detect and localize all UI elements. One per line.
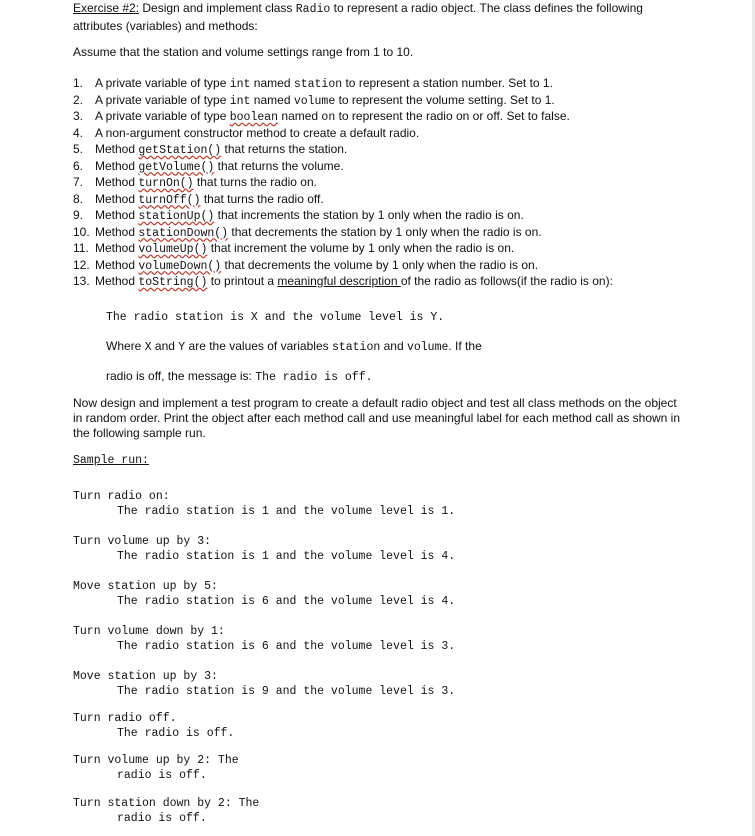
requirements-list [73, 75, 613, 290]
sample-run-block: Turn volume down by 1: The radio station is 6 and the volume level is 3. [73, 625, 456, 653]
sample-run-block: Turn station down by 2: The radio is off. [73, 797, 260, 825]
list-item: 5. Method getStation() that returns the station. [73, 142, 348, 157]
intro-text: Design and implement class [139, 1, 296, 15]
assumption-text: Assume that the station and volume settings range from 1 to 10. [73, 45, 414, 59]
list-item: 13. Method toString() to printout a meaningful description of the radio as follows(if the radio is on): [73, 274, 613, 289]
sample-run-label: Sample run: [73, 454, 149, 467]
intro-text-2: to represent a radio object. The class defines the following attributes (variables) and methods: [73, 1, 643, 33]
tostring-format: The radio station is X and the volume level is Y. [106, 311, 445, 324]
class-name: Radio [295, 3, 331, 16]
list-item: 1. A private variable of type int named station to represent a station number. Set to 1. [73, 76, 553, 91]
sample-run-block: Turn volume up by 2: The radio is off. [73, 754, 239, 782]
list-item: 9. Method stationUp() that increments the station by 1 only when the radio is on. [73, 208, 524, 223]
list-item: 10. Method stationDown() that decrements the station by 1 only when the radio is on. [73, 224, 542, 240]
list-item: 8. Method turnOff() that turns the radio off. [73, 191, 324, 207]
list-item: 4. A non-argument constructor method to create a default radio. [73, 125, 420, 140]
list-item: 2. A private variable of type int named volume to represent the volume setting. Set to 1. [73, 92, 555, 108]
test-program-paragraph: Now design and implement a test program to create a default radio object and test all class methods on the object in random order. Print the object after each method call and use meaningful label for each method call as shown in the following sample run. [73, 396, 681, 440]
list-item: 11. Method volumeUp() that increment the volume by 1 only when the radio is on. [73, 241, 515, 256]
sample-run-block: Turn radio off. The radio is off. [73, 712, 235, 740]
where-text: Where X and Y are the values of variables station and volume. If the [106, 339, 482, 354]
list-item: 7. Method turnOn() that turns the radio on. [73, 175, 317, 190]
sample-run-block: Move station up by 3: The radio station is 9 and the volume level is 3. [73, 670, 456, 698]
sample-run-block: Turn volume up by 3: The radio station is 1 and the volume level is 4. [73, 535, 456, 563]
list-item: 6. Method getVolume() that returns the volume. [73, 158, 344, 174]
sample-run-block: Move station up by 5: The radio station is 6 and the volume level is 4. [73, 580, 456, 608]
list-item: 12. Method volumeDown() that decrements the volume by 1 only when the radio is on. [73, 257, 539, 273]
off-message-text: radio is off, the message is: The radio is off. [106, 369, 373, 384]
list-item: 3. A private variable of type boolean named on to represent the radio on or off. Set to false. [73, 109, 570, 124]
sample-run-block: Turn radio on: The radio station is 1 and the volume level is 1. [73, 490, 456, 518]
exercise-heading: Exercise #2: [73, 1, 140, 15]
exercise-intro [73, 0, 693, 34]
